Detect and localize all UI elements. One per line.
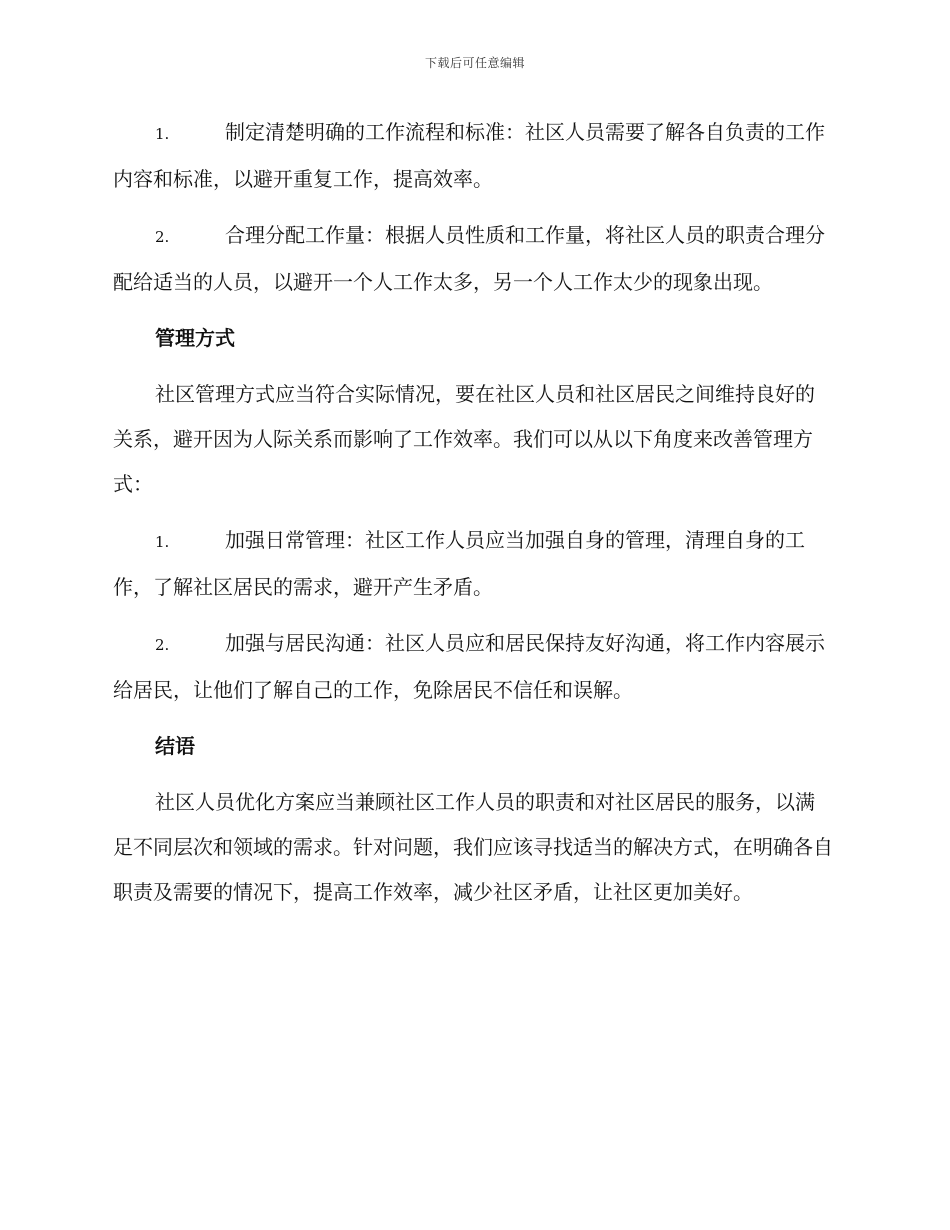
list-item-text: 加强日常管理：社区工作人员应当加强自身的管理，清理自身的工作，了解社区居民的需求，避开产生矛盾。 <box>113 528 805 599</box>
list-item <box>113 213 833 305</box>
list-item <box>113 621 833 713</box>
list-item <box>113 518 833 610</box>
list-number: 1. <box>155 125 170 143</box>
list-item-text: 合理分配工作量：根据人员性质和工作量，将社区人员的职责合理分配给适当的人员，以避开一个人工作太多，另一个人工作太少的现象出现。 <box>113 223 825 294</box>
list-item-text: 加强与居民沟通：社区人员应和居民保持友好沟通，将工作内容展示给居民，让他们了解自己的工作，免除居民不信任和误解。 <box>113 631 825 702</box>
header-note: 下载后可任意编辑 <box>424 56 525 70</box>
list-number: 1. <box>155 533 170 551</box>
section-heading-management: 管理方式 <box>155 326 235 350</box>
list-item-text: 制定清楚明确的工作流程和标准：社区人员需要了解各自负责的工作内容和标准，以避开重复工作，提高效率。 <box>113 120 825 191</box>
list-number: 2. <box>155 636 170 654</box>
conclusion-paragraph: 社区人员优化方案应当兼顾社区工作人员的职责和对社区居民的服务，以满足不同层次和领域的需求。针对问题，我们应该寻找适当的解决方式，在明确各自职责及需要的情况下，提高工作效率，减少社区矛盾，让社区更加美好。 <box>113 790 833 904</box>
management-intro-paragraph: 社区管理方式应当符合实际情况，要在社区人员和社区居民之间维持良好的关系，避开因为人际关系而影响了工作效率。我们可以从以下角度来改善管理方式： <box>113 382 815 496</box>
document-body <box>113 110 833 926</box>
list-item <box>113 110 833 202</box>
section-heading-conclusion: 结语 <box>155 734 195 758</box>
list-number: 2. <box>155 228 170 246</box>
